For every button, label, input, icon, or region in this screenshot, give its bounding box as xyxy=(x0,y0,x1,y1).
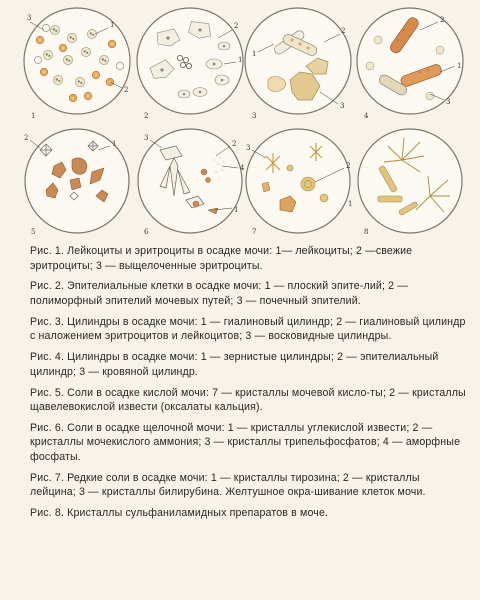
field-4 xyxy=(357,8,463,120)
caption-fig5: Рис. 5. Соли в осадке кислой мочи: 7 — кристаллы мочевой кисло-ты; 2 — кристаллы щавелевокислой извести (оксалаты кальция). xyxy=(30,386,466,414)
field-5 xyxy=(24,129,129,236)
fig4-callout-1: 1 xyxy=(457,62,462,70)
fig1-number: 1 xyxy=(31,112,36,120)
caption-fig8: Рис. 8. Кристаллы сульфаниламидных препаратов в моче. xyxy=(30,507,329,520)
fig2-number: 2 xyxy=(144,112,149,120)
fig6-number: 6 xyxy=(144,228,149,236)
fig1-callout-1: 1 xyxy=(110,21,115,29)
fig7-callout-3: 3 xyxy=(246,144,251,152)
caption-fig6: Рис. 6. Соли в осадке щелочной мочи: 1 — кристаллы углекислой извести; 2 — кристаллы мочекислого аммония; 3 — кристаллы трипельфосфатов; 4 — аморфные фосфаты. xyxy=(30,421,461,463)
fig6-callout-4: 4 xyxy=(240,164,245,172)
field-7 xyxy=(246,129,352,236)
fig3-callout-2: 2 xyxy=(341,27,346,35)
fig8-number: 8 xyxy=(364,228,369,236)
microscopy-plate xyxy=(0,0,480,238)
fig5-number: 5 xyxy=(31,228,36,236)
fig6-callout-2: 2 xyxy=(232,140,237,148)
caption-fig2: Рис. 2. Эпителиальные клетки в осадке мочи: 1 — плоский эпите-лий; 2 — полиморфный эпителий мочевых путей; 3 — почечный эпителий. xyxy=(30,280,409,307)
fig6-callout-3: 3 xyxy=(144,134,149,142)
field-3 xyxy=(245,8,351,120)
fig7-callout-1: 1 xyxy=(348,200,353,208)
caption-fig7: Рис. 7. Редкие соли в осадке мочи: 1 — кристаллы тирозина; 2 — кристаллы лейцина; 3 — кристаллы билирубина. Желтушное окра-шивание клеток мочи. xyxy=(30,471,426,499)
fig5-callout-1: 1 xyxy=(112,140,117,148)
field-2 xyxy=(137,8,243,120)
fig2-callout-1: 1 xyxy=(238,56,243,64)
field-6 xyxy=(138,129,245,236)
fig3-callout-1: 1 xyxy=(252,50,257,58)
fig5-callout-2: 2 xyxy=(24,134,29,142)
fig1-callout-3: 3 xyxy=(27,14,32,22)
field-8 xyxy=(358,129,462,236)
fig3-callout-3: 3 xyxy=(340,102,345,110)
field-1 xyxy=(24,8,130,120)
fig4-callout-2: 2 xyxy=(440,16,445,24)
caption-fig3: Рис. 3. Цилиндры в осадке мочи: 1 — гиалиновый цилиндр; 2 — гиалиновый цилиндр с наложением эритроцитов и лейкоцитов; 3 — восковидные цилиндры. xyxy=(30,315,466,343)
fig6-callout-1: 1 xyxy=(234,206,239,214)
caption-fig1: Рис. 1. Лейкоциты и эритроциты в осадке мочи: 1— лейкоциты; 2 —свежие эритроциты; 3 — выщелоченные эритроциты. xyxy=(30,245,413,272)
fig7-callout-2: 2 xyxy=(346,162,351,170)
fig4-callout-3: 3 xyxy=(446,98,451,106)
fig2-callout-2: 2 xyxy=(234,22,239,30)
figure-captions xyxy=(30,244,468,527)
fig4-number: 4 xyxy=(364,112,369,120)
fig7-number: 7 xyxy=(252,228,257,236)
fig3-number: 3 xyxy=(252,112,257,120)
fig1-callout-2: 2 xyxy=(124,86,129,94)
caption-fig4: Рис. 4. Цилиндры в осадке мочи: 1 — зернистые цилиндры; 2 — эпителиальный цилиндр; 3 — кровяной цилиндр. xyxy=(30,351,439,378)
